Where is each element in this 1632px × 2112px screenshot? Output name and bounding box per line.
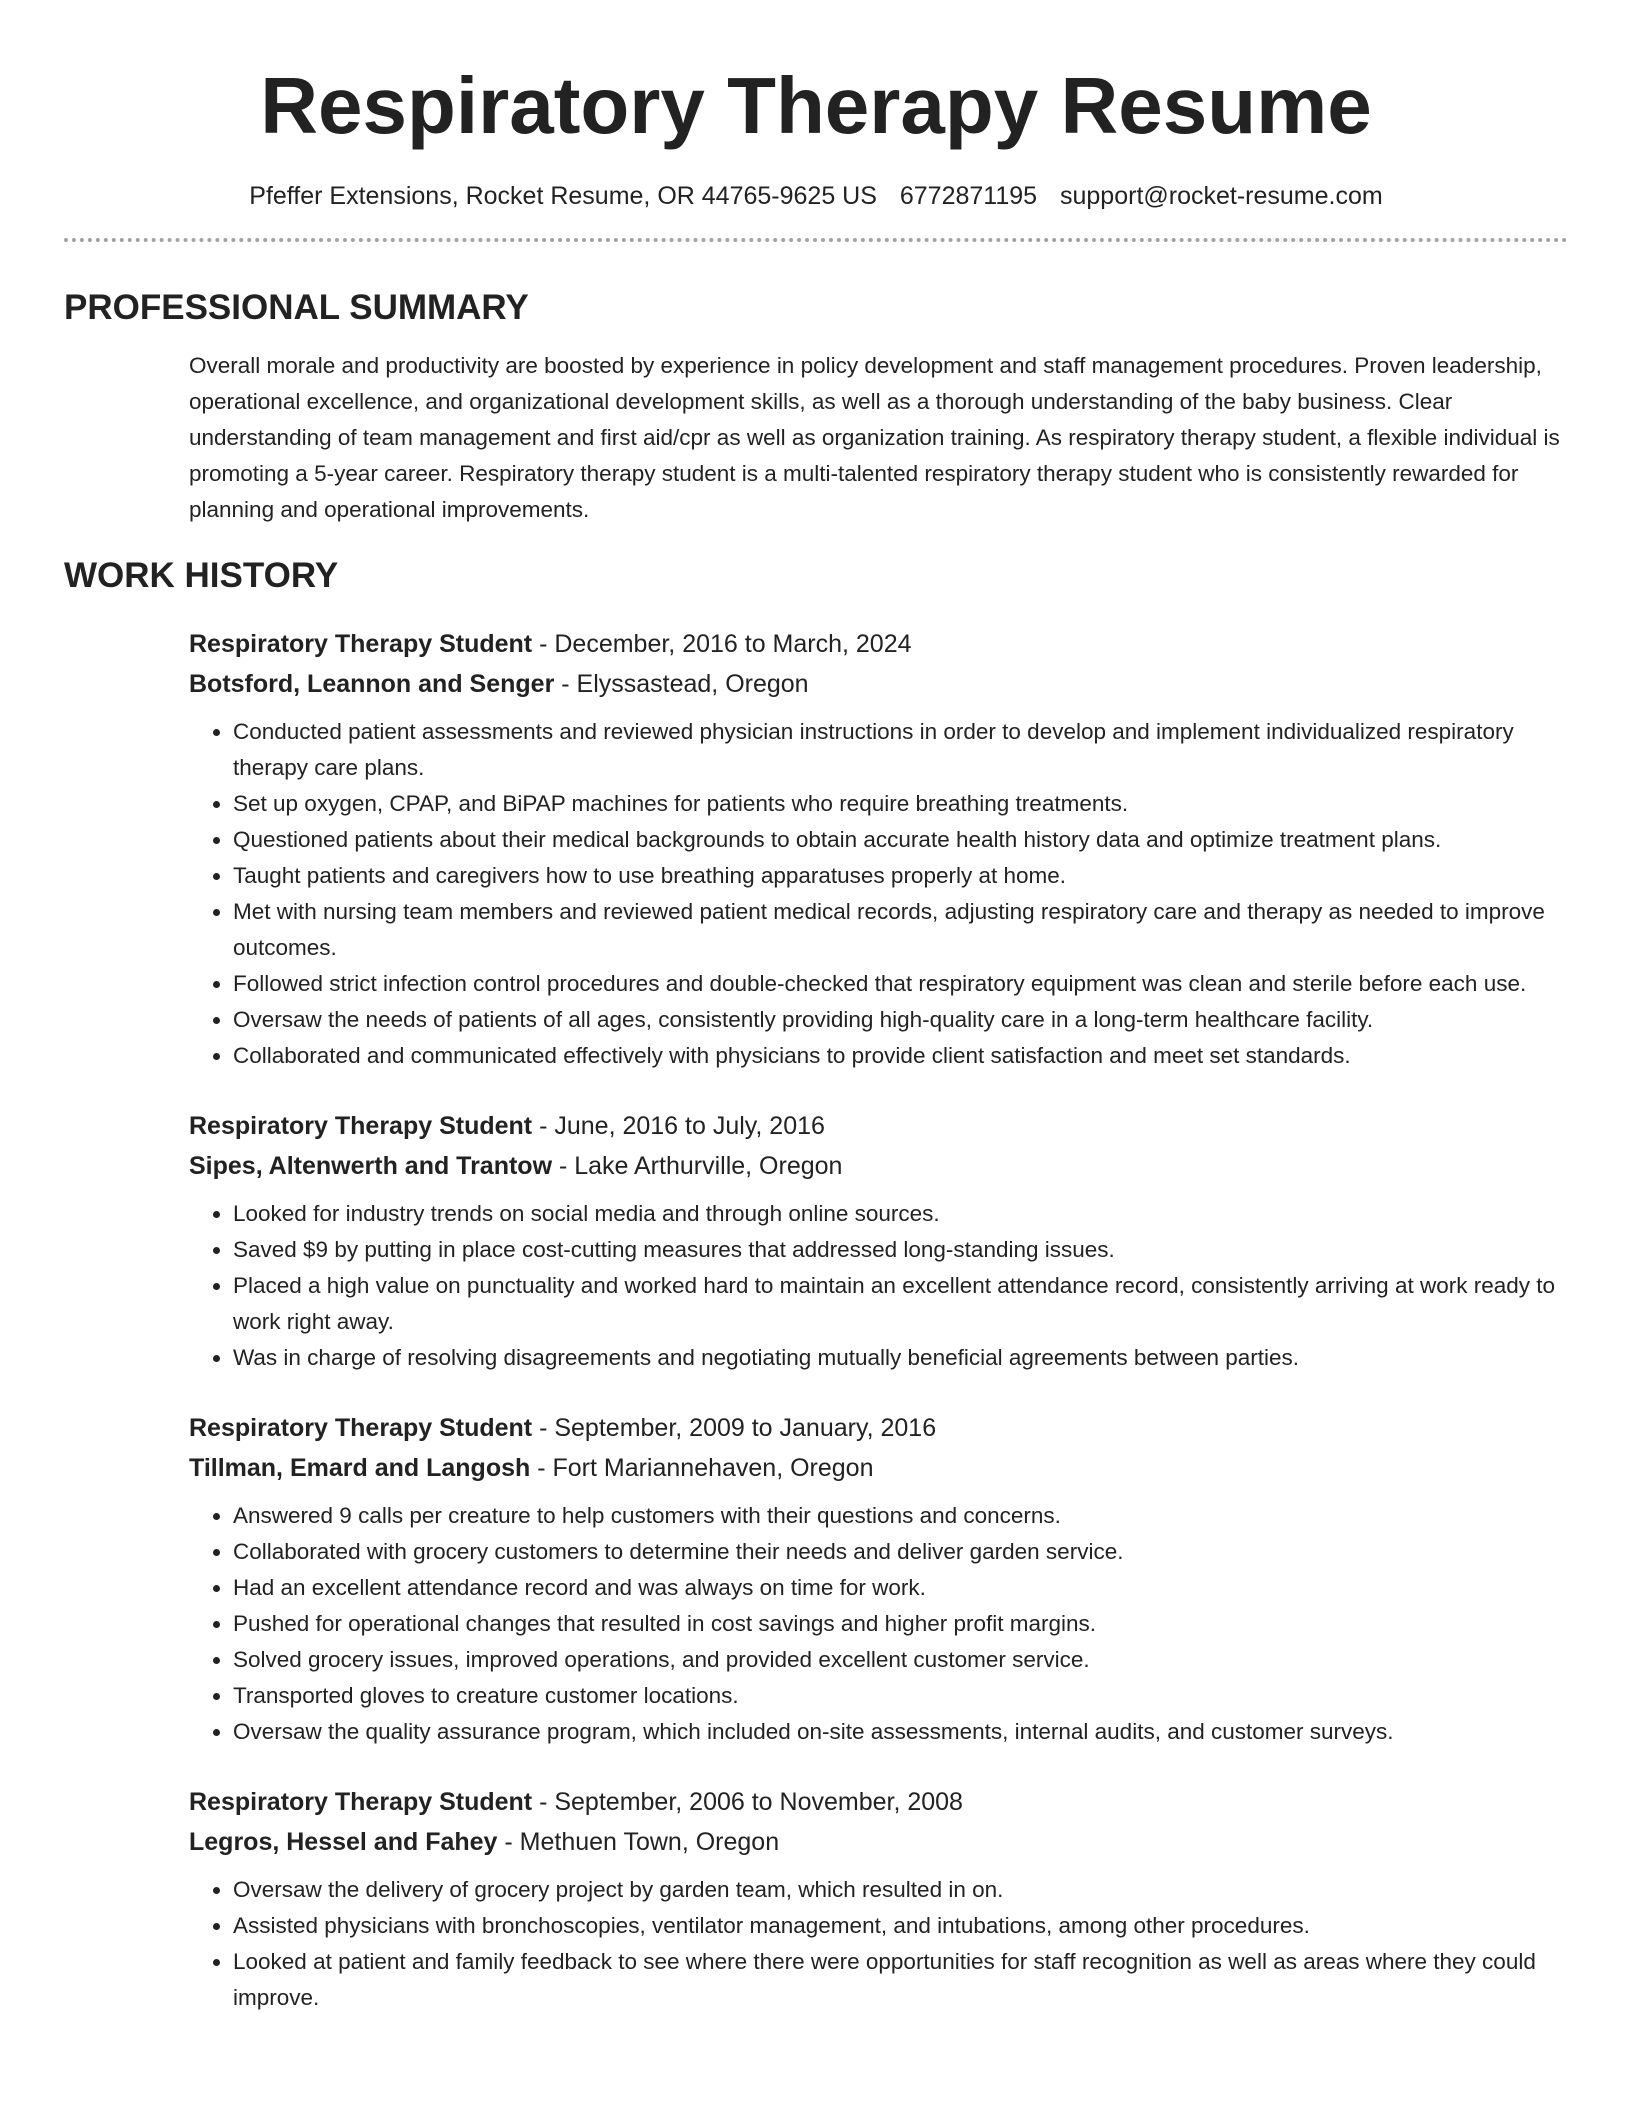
job-entry	[189, 1106, 1568, 1376]
job-bullet: • Placed a high value on punctuality and worked hard to maintain an excellent attendance record, consistently arriving at work ready to work right away.	[233, 1268, 1568, 1340]
job-dates: - September, 2006 to November, 2008	[532, 1788, 963, 1816]
job-bullets	[189, 1872, 1568, 2016]
job-company: Sipes, Altenwerth and Trantow	[189, 1152, 553, 1180]
job-location: - Methuen Town, Oregon	[497, 1828, 780, 1856]
summary-section	[189, 348, 1568, 528]
contact-line	[64, 180, 1568, 212]
work-history-section	[189, 624, 1568, 2016]
job-bullet: • Pushed for operational changes that resulted in cost savings and higher profit margins.	[233, 1606, 1568, 1642]
job-bullet: • Collaborated and communicated effectively with physicians to provide client satisfaction and meet set standards.	[233, 1038, 1568, 1074]
job-title: Respiratory Therapy Student	[189, 1414, 533, 1442]
job-bullet: • Conducted patient assessments and reviewed physician instructions in order to develop and implement individualized respiratory therapy care plans.	[233, 714, 1568, 786]
job-company: Botsford, Leannon and Senger	[189, 670, 555, 698]
contact-email: support@rocket-resume.com	[1060, 182, 1383, 210]
job-title-line	[189, 1408, 1568, 1448]
resume-title: Respiratory Therapy Resume	[260, 61, 1372, 150]
job-dates: - June, 2016 to July, 2016	[532, 1112, 825, 1140]
job-title: Respiratory Therapy Student	[189, 630, 533, 658]
job-company-line	[189, 1146, 1568, 1186]
job-bullet: • Saved $9 by putting in place cost-cutting measures that addressed long-standing issues.	[233, 1232, 1568, 1268]
contact-phone: 6772871195	[899, 182, 1038, 210]
job-dates: - September, 2009 to January, 2016	[532, 1414, 937, 1442]
job-company: Tillman, Emard and Langosh	[189, 1454, 531, 1482]
job-company-line	[189, 1822, 1568, 1862]
job-bullet: • Answered 9 calls per creature to help customers with their questions and concerns.	[233, 1498, 1568, 1534]
job-bullet: • Questioned patients about their medical backgrounds to obtain accurate health history data and optimize treatment plans.	[233, 822, 1568, 858]
job-company-line	[189, 664, 1568, 704]
job-bullet: • Met with nursing team members and reviewed patient medical records, adjusting respiratory care and therapy as needed to improve outcomes.	[233, 894, 1568, 966]
job-bullet: • Transported gloves to creature customer locations.	[233, 1678, 1568, 1714]
job-bullets	[189, 714, 1568, 1074]
job-company: Legros, Hessel and Fahey	[189, 1828, 498, 1856]
job-bullet: • Looked for industry trends on social media and through online sources.	[233, 1196, 1568, 1232]
job-title-line	[189, 1782, 1568, 1822]
job-bullet: • Assisted physicians with bronchoscopies, ventilator management, and intubations, among other procedures.	[233, 1908, 1568, 1944]
job-bullet: • Collaborated with grocery customers to determine their needs and deliver garden service.	[233, 1534, 1568, 1570]
job-bullet: • Solved grocery issues, improved operations, and provided excellent customer service.	[233, 1642, 1568, 1678]
job-location: - Lake Arthurville, Oregon	[552, 1152, 843, 1180]
job-location: - Elyssastead, Oregon	[554, 670, 809, 698]
job-title-line	[189, 1106, 1568, 1146]
job-entry	[189, 1408, 1568, 1750]
job-entry	[189, 624, 1568, 1074]
job-dates: - December, 2016 to March, 2024	[532, 630, 912, 658]
summary-text: Overall morale and productivity are boosted by experience in policy development and staff management procedures. Proven leadership, operational excellence, and organizational development skills, as well as a thorough understanding of the baby business. Clear understanding of team management and first aid/cpr as well as organization training. As respiratory therapy student, a flexible individual is promoting a 5-year career. Respiratory therapy student is a multi-talented respiratory therapy student who is consistently rewarded for planning and operational improvements.	[189, 353, 1560, 522]
job-bullet: • Looked at patient and family feedback to see where there were opportunities for staff recognition as well as areas where they could improve.	[233, 1944, 1568, 2016]
job-bullet: • Followed strict infection control procedures and double-checked that respiratory equipment was clean and sterile before each use.	[233, 966, 1568, 1002]
job-bullet: • Set up oxygen, CPAP, and BiPAP machines for patients who require breathing treatments.	[233, 786, 1568, 822]
job-title: Respiratory Therapy Student	[189, 1112, 533, 1140]
job-entry	[189, 1782, 1568, 2016]
job-bullets	[189, 1196, 1568, 1376]
contact-address: Pfeffer Extensions, Rocket Resume, OR 44765-9625 US	[249, 182, 877, 210]
job-company-line	[189, 1448, 1568, 1488]
job-bullet: • Oversaw the needs of patients of all ages, consistently providing high-quality care in a long-term healthcare facility.	[233, 1002, 1568, 1038]
header-divider	[64, 238, 1568, 242]
job-bullet: • Oversaw the quality assurance program, which included on-site assessments, internal audits, and customer surveys.	[233, 1714, 1568, 1750]
job-bullet: • Was in charge of resolving disagreements and negotiating mutually beneficial agreements between parties.	[233, 1340, 1568, 1376]
job-bullet: • Oversaw the delivery of grocery project by garden team, which resulted in on.	[233, 1872, 1568, 1908]
job-bullet: • Taught patients and caregivers how to use breathing apparatuses properly at home.	[233, 858, 1568, 894]
job-bullet: • Had an excellent attendance record and was always on time for work.	[233, 1570, 1568, 1606]
job-location: - Fort Mariannehaven, Oregon	[530, 1454, 874, 1482]
work-history-heading: WORK HISTORY	[64, 556, 339, 595]
job-bullets	[189, 1498, 1568, 1750]
summary-heading: PROFESSIONAL SUMMARY	[64, 288, 529, 327]
job-title-line	[189, 624, 1568, 664]
job-title: Respiratory Therapy Student	[189, 1788, 533, 1816]
